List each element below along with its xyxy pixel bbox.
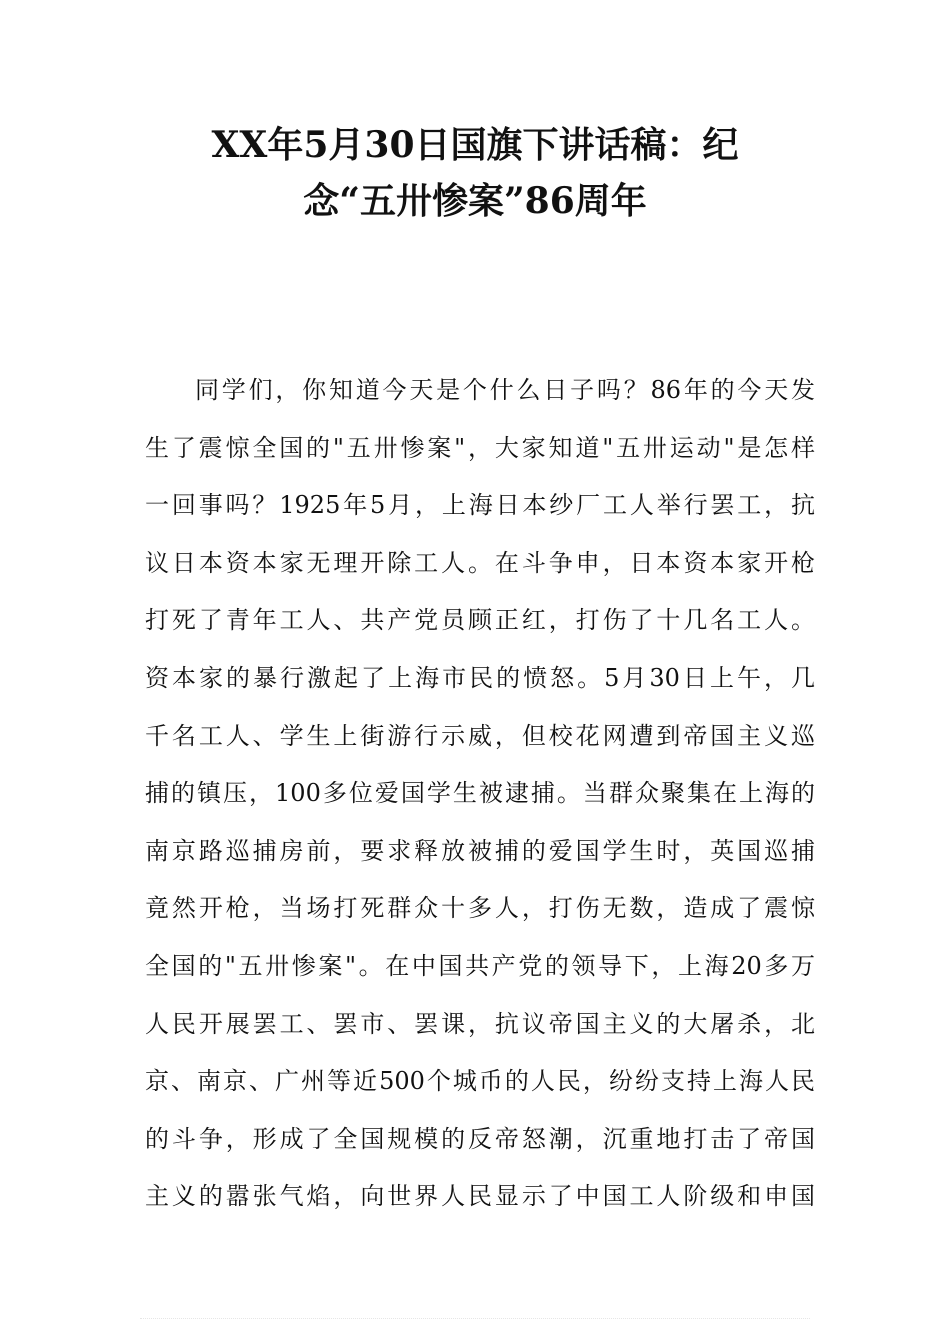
body-line: 议日本资本家无理开除工人。在斗争申，日本资本家开枪 bbox=[145, 548, 815, 577]
document-title-line-1: XX年5月30日国旗下讲话稿：纪 bbox=[211, 124, 739, 166]
body-line: 竟然开枪，当场打死群众十多人，打伤无数，造成了震惊 bbox=[145, 894, 815, 923]
body-line: 同学们，你知道今天是个什么日子吗？86年的今天发 bbox=[195, 376, 815, 404]
body-line: 一回事吗？1925年5月，上海日本纱厂工人举行罢工，抗 bbox=[145, 491, 815, 520]
body-line: 人民开展罢工、罢市、罢课，抗议帝国主义的大屠杀，北 bbox=[145, 1009, 815, 1038]
document-body bbox=[145, 362, 815, 1226]
body-line: 捕的镇压，100多位爱国学生被逮捕。当群众聚集在上海的 bbox=[145, 779, 815, 808]
body-line: 全国的"五卅惨案"。在中国共产党的领导下，上海20多万 bbox=[145, 951, 815, 980]
body-line: 主义的嚣张气焰，向世界人民显示了中国工人阶级和申国 bbox=[145, 1182, 815, 1211]
body-line: 南京路巡捕房前，要求释放被捕的爱国学生时，英国巡捕 bbox=[145, 836, 815, 865]
body-line: 的斗争，形成了全国规模的反帝怒潮，沉重地打击了帝国 bbox=[145, 1124, 815, 1153]
body-line: 生了震惊全国的"五卅惨案"，大家知道"五卅运动"是怎样 bbox=[145, 433, 815, 462]
body-line: 资本家的暴行激起了上海市民的愤怒。5月30日上午，几 bbox=[145, 663, 815, 692]
body-line: 千名工人、学生上街游行示威，但校花网遭到帝国主义巡 bbox=[145, 721, 815, 750]
body-line: 京、南京、广州等近500个城币的人民，纷纷支持上海人民 bbox=[145, 1067, 815, 1096]
body-line: 打死了青年工人、共产党员顾正红，打伤了十几名工人。 bbox=[145, 606, 815, 635]
document-title-line-2: 念“五卅惨案”86周年 bbox=[303, 180, 647, 222]
page-bottom-divider bbox=[140, 1318, 810, 1323]
